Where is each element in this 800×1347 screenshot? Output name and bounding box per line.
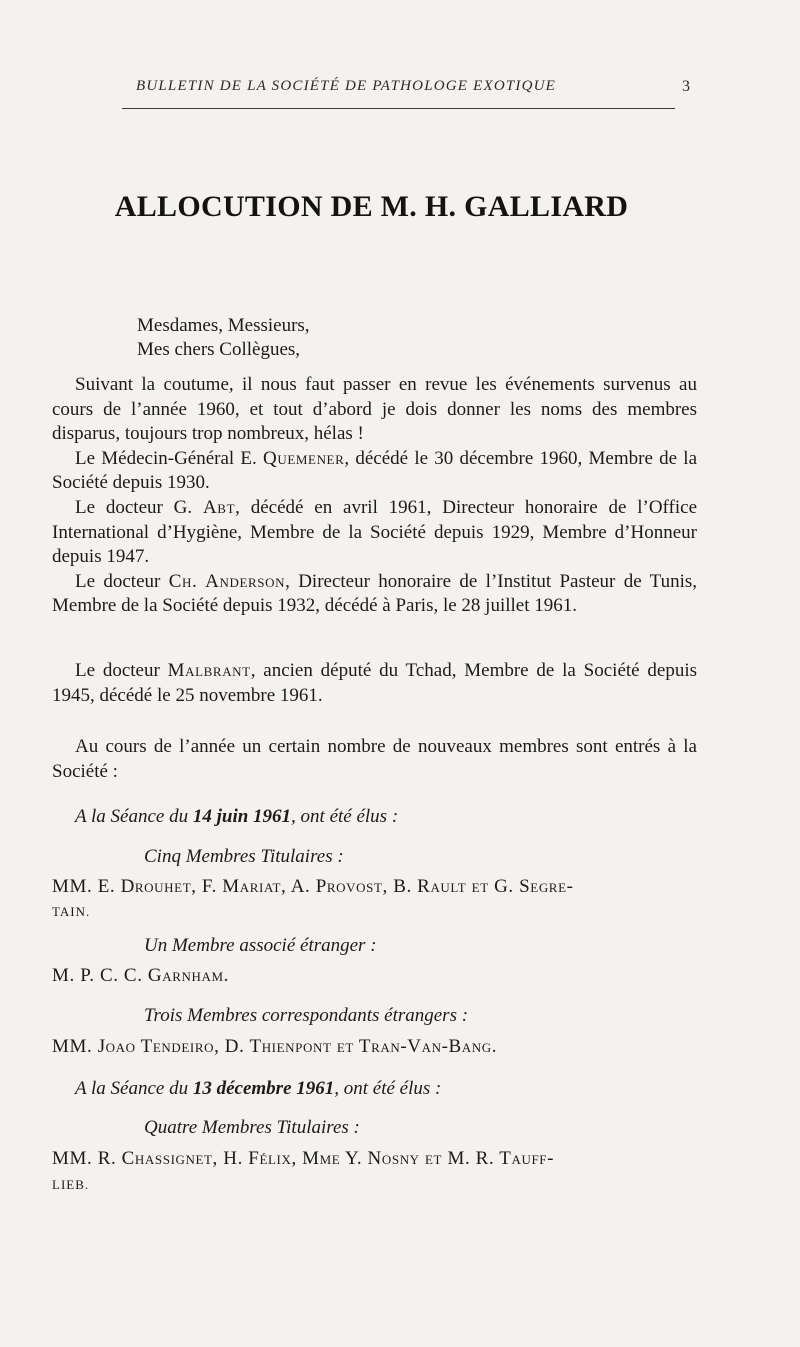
names-titulaires-june: MM. E. Drouhet, F. Mariat, A. Provost, B. Rault et G. Segre-: [52, 876, 574, 897]
salutation-line-2: Mes chers Collègues,: [137, 339, 301, 360]
person-name: Ch. Anderson: [168, 570, 286, 592]
names-correspondants: MM. Joao Tendeiro, D. Thienpont et Tran-Van-Bang.: [52, 1036, 498, 1057]
session-heading-december: A la Séance du 13 décembre 1961, ont été élus :: [75, 1078, 442, 1099]
paragraph-intro: Suivant la coutume, il nous faut passer en revue les événements survenus au cours de l’année 1960, et tout d’abord je dois donner les noms des membres disparus, toujours trop nombreux, hélas !: [52, 374, 697, 445]
names-titulaires-december: MM. R. Chassignet, H. Félix, Mme Y. Nosny et M. R. Tauff-: [52, 1148, 555, 1169]
page-number: 3: [682, 78, 690, 95]
subheading-correspondants: Trois Membres correspondants étrangers :: [144, 1005, 469, 1026]
person-name: Abt: [202, 496, 236, 518]
paragraph-malbrant: Le docteur Malbrant, ancien député du Tchad, Membre de la Société depuis 1945, décédé le 25 novembre 1961.: [52, 660, 697, 706]
body-block-deaths: [52, 373, 697, 619]
session-date: 13 décembre 1961: [192, 1078, 335, 1099]
person-name: Quemener: [263, 447, 345, 469]
session-heading-june: A la Séance du 14 juin 1961, ont été élus :: [75, 806, 399, 827]
paragraph-quemener: Le Médecin-Général E. Quemener, décédé le 30 décembre 1960, Membre de la Société depuis 1930.: [52, 447, 697, 494]
person-name: Malbrant: [167, 660, 251, 681]
running-title: BULLETIN DE LA SOCIÉTÉ DE PATHOLOGE EXOTIQUE: [136, 78, 557, 94]
header-rule: [122, 108, 675, 109]
subheading-associe: Un Membre associé étranger :: [144, 935, 377, 956]
session-date: 14 juin 1961: [192, 806, 292, 827]
paragraph-new-members: Au cours de l’année un certain nombre de nouveaux membres sont entrés à la Société :: [52, 736, 697, 782]
names-titulaires-december-cont: LIEB.: [52, 1177, 90, 1192]
salutation-line-1: Mesdames, Messieurs,: [137, 315, 310, 336]
page-title: ALLOCUTION DE M. H. GALLIARD: [114, 190, 629, 223]
body-block-malbrant: [52, 659, 697, 708]
body-block-new-members: [52, 735, 697, 784]
subheading-titulaires-december: Quatre Membres Titulaires :: [144, 1117, 360, 1138]
paragraph-abt: Le docteur G. Abt, décédé en avril 1961, Directeur honoraire de l’Office International d’Hygiène, Membre de la Société depuis 1929, Membre d’Honneur depuis 1947.: [52, 496, 698, 568]
paragraph-anderson: Le docteur Ch. Anderson, Directeur honoraire de l’Institut Pasteur de Tunis, Membre de la Société depuis 1932, décédé à Paris, le 28 juillet 1961.: [52, 570, 697, 617]
names-titulaires-june-cont: TAIN.: [52, 904, 91, 919]
names-associe: M. P. C. C. Garnham.: [52, 965, 229, 986]
subheading-titulaires-june: Cinq Membres Titulaires :: [144, 846, 344, 867]
